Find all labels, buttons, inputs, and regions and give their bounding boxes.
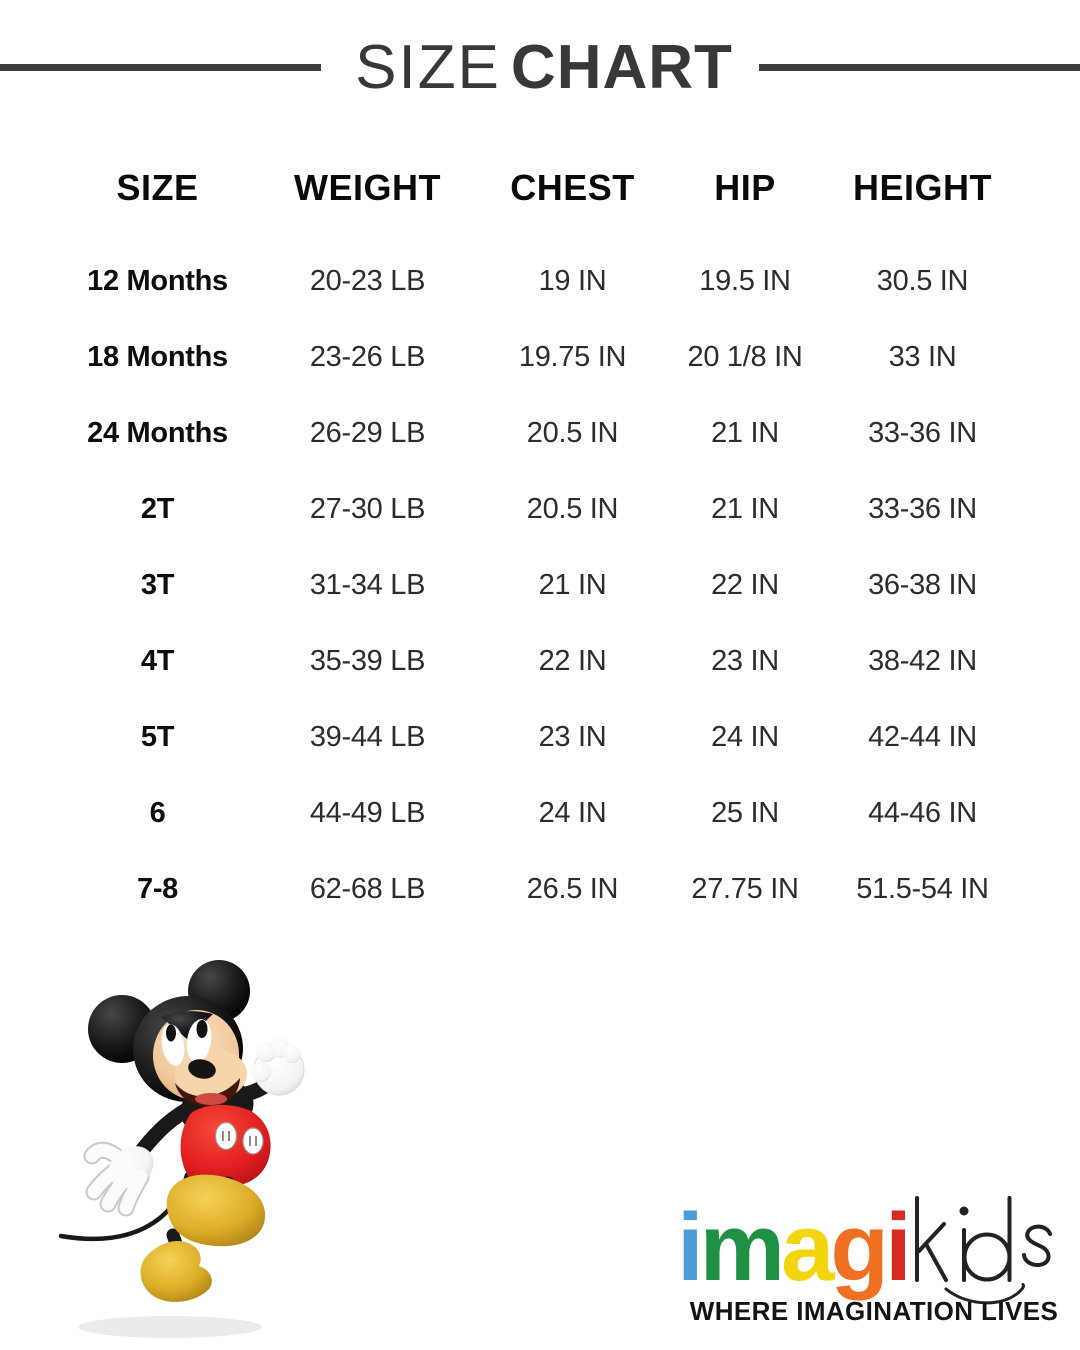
brand-logo (675, 1150, 1073, 1345)
mickey-shorts (181, 1105, 271, 1187)
cell-height: 30.5 IN (876, 264, 969, 297)
cell-height: 42-44 IN (868, 720, 977, 753)
cell-hip: 19.5 IN (699, 264, 791, 297)
header-cell-height: HEIGHT (852, 167, 992, 208)
letter-k (917, 1198, 946, 1280)
cell-hip: 24 IN (711, 720, 779, 753)
page-title-bold: CHART (510, 32, 733, 102)
brand-tagline: WHERE IMAGINATION LIVES (689, 1296, 1059, 1326)
shorts-button (243, 1128, 263, 1154)
cell-height: 33-36 IN (868, 416, 977, 449)
cell-hip: 22 IN (711, 568, 779, 601)
cell-hip: 21 IN (711, 492, 779, 525)
cell-weight: 26-29 LB (309, 416, 426, 449)
logo-letter: i (677, 1194, 700, 1301)
cell-weight: 44-49 LB (309, 796, 426, 829)
cell-chest: 19.75 IN (518, 340, 627, 373)
cell-size: 12 Months (87, 264, 228, 297)
cell-size: 5T (140, 720, 175, 753)
cell-height: 36-38 IN (868, 568, 977, 601)
shorts-button (216, 1123, 237, 1150)
cell-hip: 27.75 IN (691, 872, 799, 905)
cell-size: 18 Months (87, 340, 228, 373)
cell-size: 4T (140, 644, 175, 677)
page-title (355, 32, 733, 103)
header-cell-chest: CHEST (510, 167, 635, 208)
header-cell-hip: HIP (714, 167, 776, 208)
cell-chest: 26.5 IN (526, 872, 619, 905)
letter-d (965, 1235, 1010, 1280)
mickey-tongue (195, 1093, 227, 1105)
cell-size: 3T (140, 568, 175, 601)
letter-s (1024, 1227, 1050, 1265)
title-band (0, 0, 1080, 134)
cell-weight: 39-44 LB (309, 720, 426, 753)
cell-chest: 23 IN (538, 720, 607, 753)
mickey-raised-leg (167, 1175, 265, 1247)
cell-hip: 20 1/8 IN (687, 340, 803, 373)
header-cell-size: SIZE (116, 167, 199, 208)
cell-weight: 31-34 LB (309, 568, 426, 601)
cell-weight: 20-23 LB (309, 264, 426, 297)
mickey-mouse-illustration (15, 945, 335, 1345)
logo-letter: a (781, 1194, 831, 1301)
imagi-wordmark (677, 1194, 908, 1301)
cell-height: 51.5-54 IN (856, 872, 989, 905)
logo-letter: i (885, 1194, 908, 1301)
cell-weight: 23-26 LB (309, 340, 426, 373)
kids-wordmark (910, 1194, 1065, 1312)
cell-hip: 21 IN (711, 416, 779, 449)
title-rule-right (759, 64, 1080, 71)
cell-chest: 19 IN (538, 264, 607, 297)
cell-height: 44-46 IN (868, 796, 977, 829)
cell-weight: 62-68 LB (309, 872, 426, 905)
cell-size: 24 Months (87, 416, 228, 449)
mickey-standing-leg (141, 1235, 212, 1302)
cell-chest: 20.5 IN (526, 492, 619, 525)
cell-chest: 22 IN (538, 644, 607, 677)
cell-size: 7-8 (136, 872, 178, 905)
cell-height: 33 IN (888, 340, 957, 373)
cell-height: 38-42 IN (868, 644, 977, 677)
title-rule-left (0, 64, 321, 71)
page-title-light: SIZE (355, 32, 501, 102)
cell-chest: 24 IN (538, 796, 607, 829)
mascot-shadow (78, 1316, 262, 1338)
cell-size: 2T (140, 492, 175, 525)
cell-weight: 35-39 LB (309, 644, 426, 677)
cell-size: 6 (149, 796, 166, 829)
header-cell-weight: WEIGHT (294, 167, 441, 208)
cell-chest: 20.5 IN (526, 416, 619, 449)
cell-chest: 21 IN (538, 568, 607, 601)
logo-letter: m (699, 1194, 782, 1301)
cell-hip: 23 IN (711, 644, 779, 677)
cell-hip: 25 IN (711, 796, 779, 829)
cell-height: 33-36 IN (868, 492, 977, 525)
size-table (55, 155, 1025, 927)
logo-letter: g (830, 1194, 886, 1301)
letter-i-dot (960, 1207, 969, 1216)
cell-weight: 27-30 LB (309, 492, 426, 525)
